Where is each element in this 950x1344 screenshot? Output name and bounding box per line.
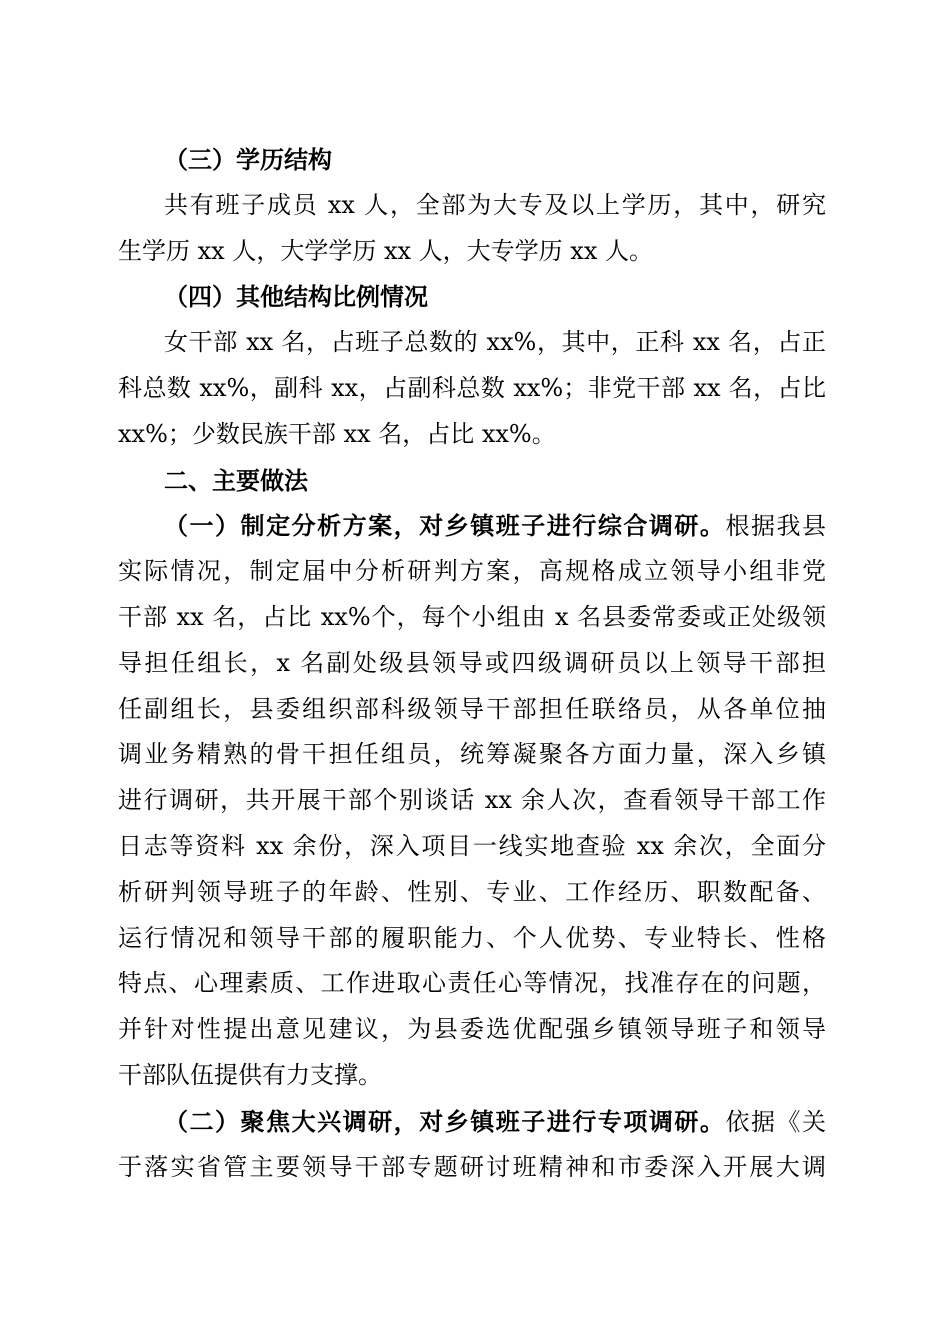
paragraph-education	[118, 183, 826, 275]
text-line	[118, 503, 826, 549]
heading-main-practices: 二、主要做法	[164, 465, 308, 495]
heading-education-structure: （三）学历结构	[164, 145, 332, 174]
text-line: 进行调研，共开展干部个别谈话 xx 余人次，查看领导干部工作	[118, 786, 826, 815]
text-line: 科总数 xx%，副科 xx，占副科总数 xx%；非党干部 xx 名，占比	[118, 373, 826, 402]
text-line: 共有班子成员 xx 人，全部为大专及以上学历，其中，研究	[164, 190, 826, 219]
paragraph-lead: （二）聚焦大兴调研，对乡镇班子进行专项调研。	[164, 1106, 726, 1136]
text-line	[118, 1099, 826, 1145]
paragraph-lead: （一）制定分析方案，对乡镇班子进行综合调研。	[164, 511, 726, 541]
paragraph-special-research	[118, 1099, 826, 1191]
text-line: 并针对性提出意见建议，为县委选优配强乡镇领导班子和领导	[118, 1015, 826, 1044]
text-span: 依据《关	[725, 1107, 827, 1136]
text-line: 实际情况，制定届中分析研判方案，高规格成立领导小组非党	[118, 557, 826, 586]
text-line: 导担任组长，x 名副处级县领导或四级调研员以上领导干部担	[118, 648, 826, 677]
text-line: xx%；少数民族干部 xx 名，占比 xx%。	[118, 419, 556, 448]
text-line: 运行情况和领导干部的履职能力、个人优势、专业特长、性格	[118, 923, 826, 952]
text-line: 日志等资料 xx 余份，深入项目一线实地查验 xx 余次，全面分	[118, 831, 826, 860]
paragraph-comprehensive-research	[118, 503, 826, 1098]
text-line: 于落实省管主要领导干部专题研讨班精神和市委深入开展大调	[118, 1152, 826, 1181]
text-line: 任副组长，县委组织部科级领导干部担任联络员，从各单位抽	[118, 694, 826, 723]
document-page	[118, 137, 826, 1190]
text-line: 女干部 xx 名，占班子总数的 xx%，其中，正科 xx 名，占正	[164, 328, 826, 357]
text-line: 干部队伍提供有力支撑。	[118, 1060, 382, 1089]
text-line: 调业务精熟的骨干担任组员，统筹凝聚各方面力量，深入乡镇	[118, 740, 826, 769]
text-line: 生学历 xx 人，大学学历 xx 人，大专学历 xx 人。	[118, 236, 653, 265]
text-line: 析研判领导班子的年龄、性别、专业、工作经历、职数配备、	[118, 877, 826, 906]
text-line: 干部 xx 名，占比 xx%个，每个小组由 x 名县委常委或正处级领	[118, 602, 826, 631]
text-line: 特点、心理素质、工作进取心责任心等情况，找准存在的问题，	[118, 969, 826, 998]
text-span: 根据我县	[725, 512, 827, 541]
paragraph-other-structure	[118, 320, 826, 457]
heading-other-structure: （四）其他结构比例情况	[164, 282, 428, 312]
